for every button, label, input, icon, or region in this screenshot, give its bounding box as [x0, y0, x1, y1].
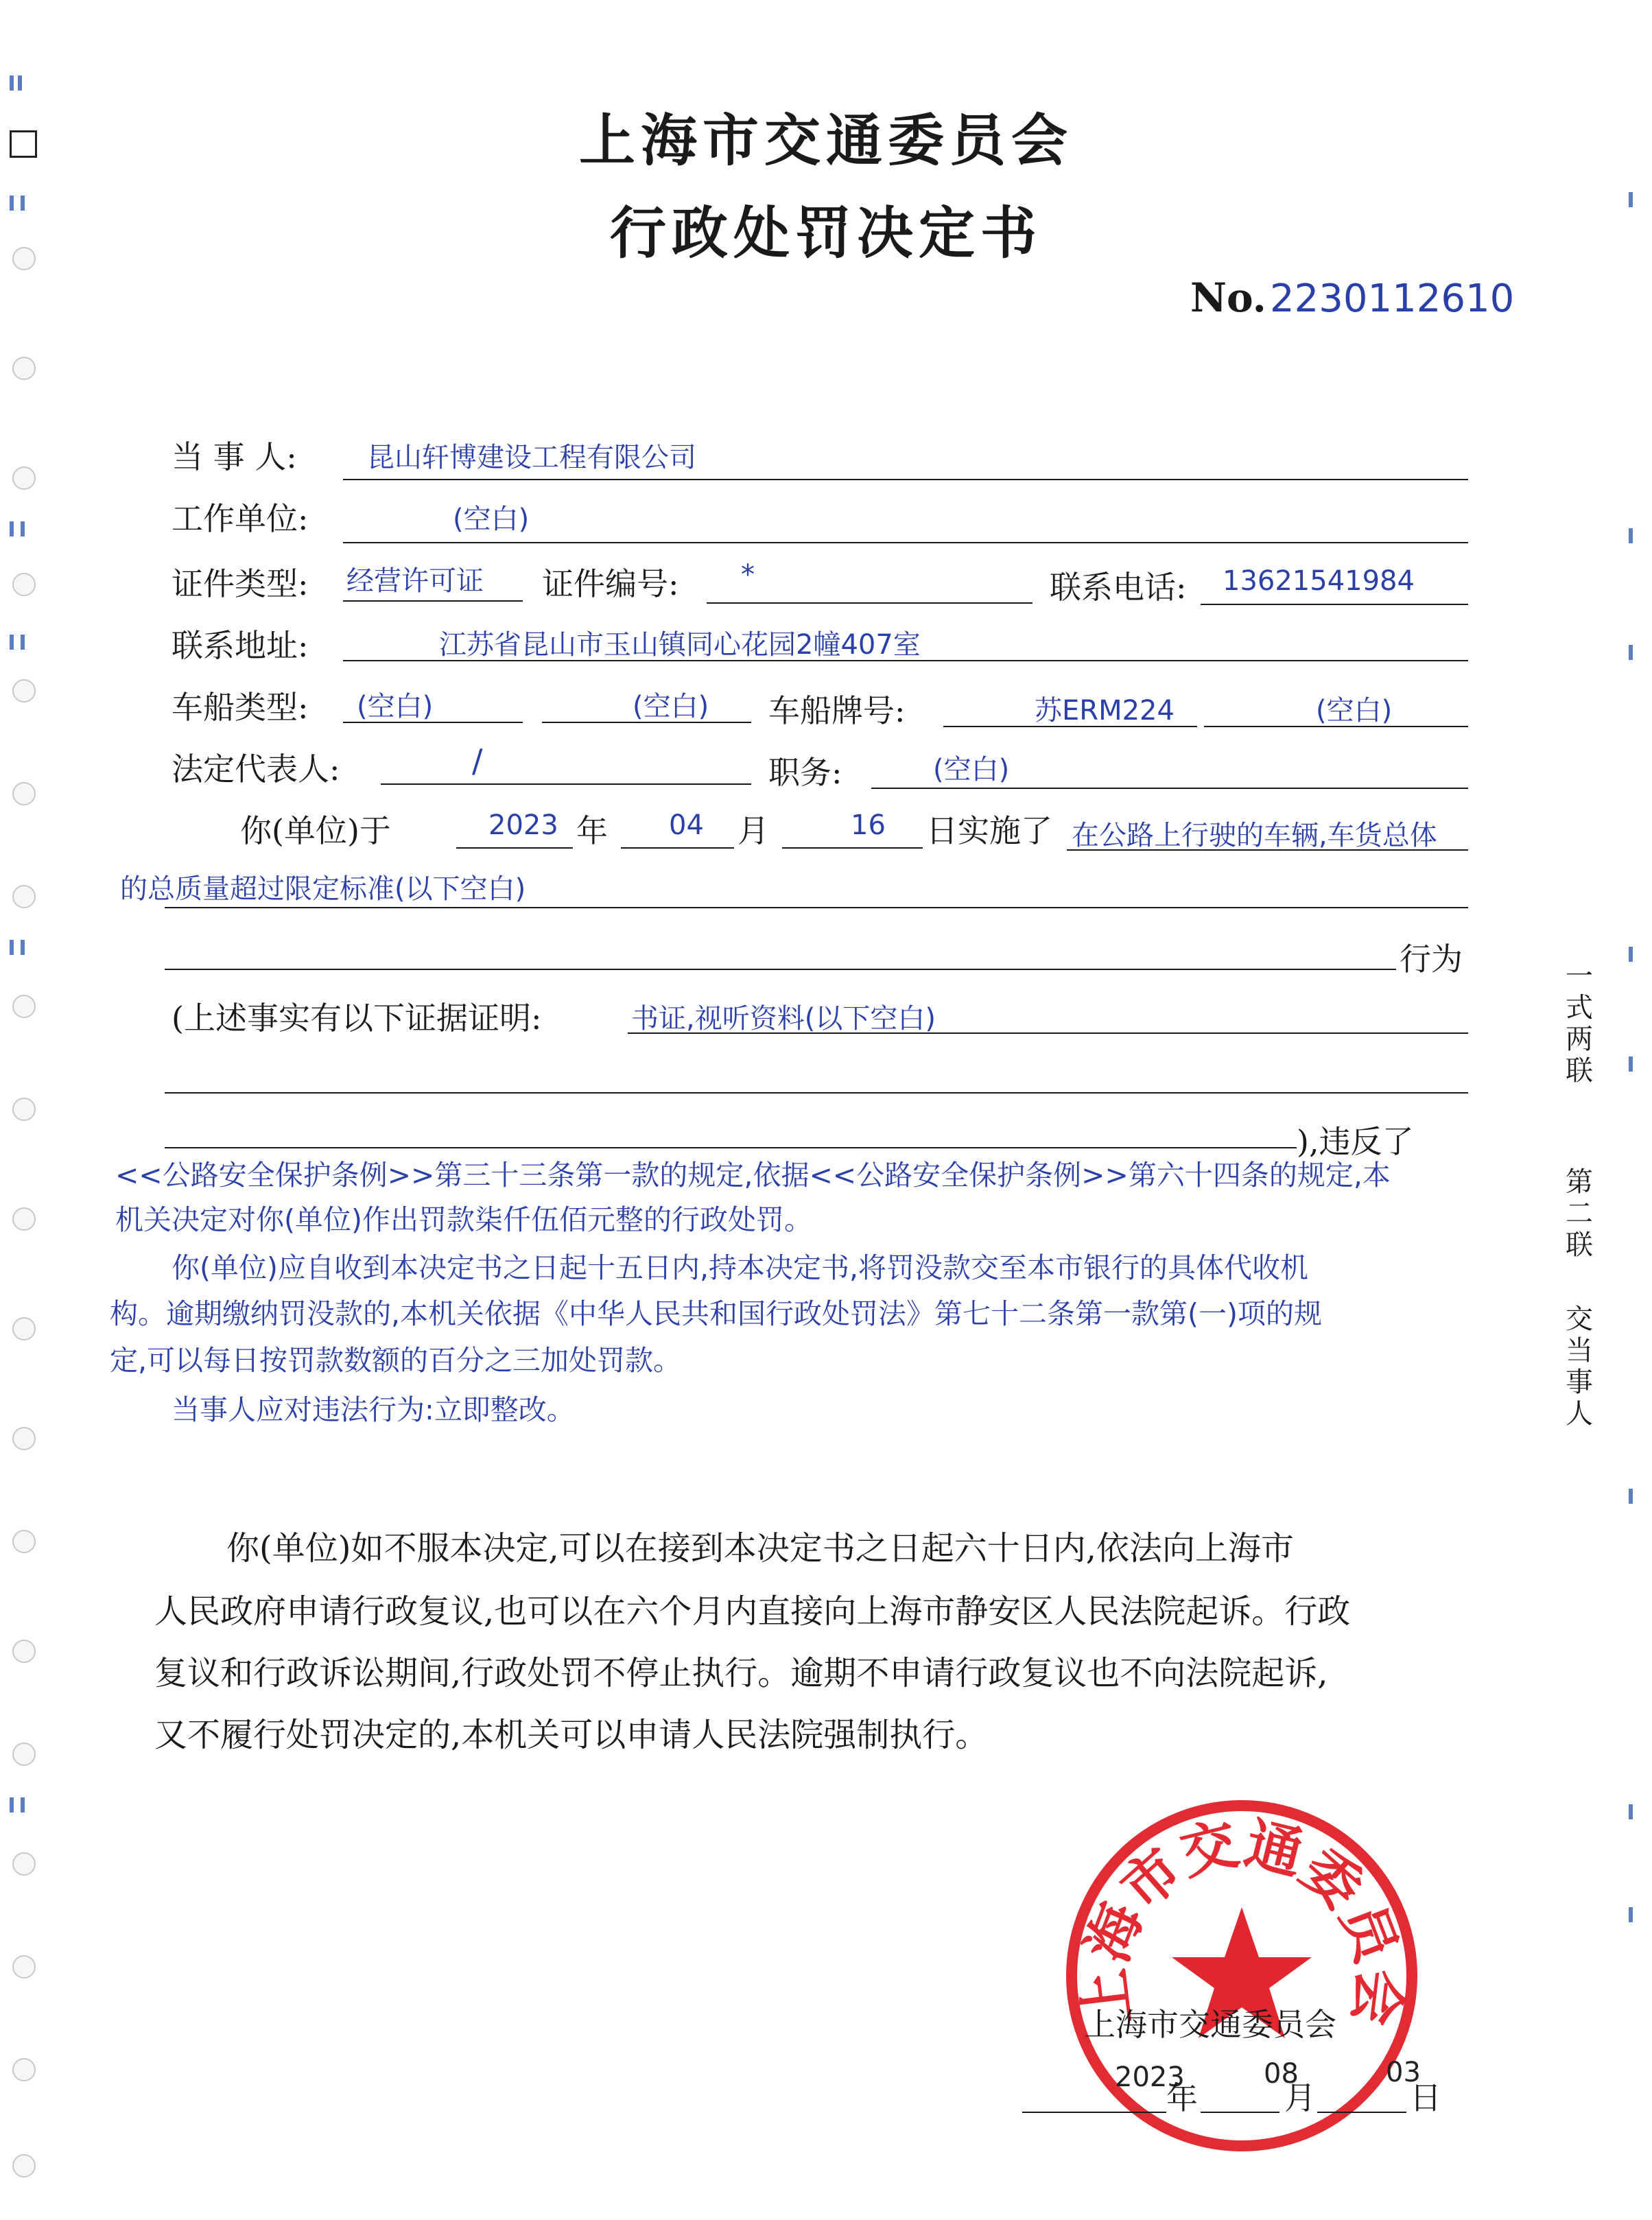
act-underline-3 — [165, 969, 1396, 970]
feed-mark — [1629, 1489, 1633, 1504]
document-title: 行政处罚决定书 — [609, 200, 1042, 266]
feed-hole — [12, 2058, 36, 2081]
party-value: 昆山轩博建设工程有限公司 — [367, 442, 696, 473]
decision-line-3: 你(单位)应自收到本决定书之日起十五日内,持本决定书,将罚没款交至本市银行的具体代收机 — [172, 1251, 1309, 1284]
legal-rep-value: / — [472, 742, 483, 779]
vehicle-type-value-1: (空白) — [357, 691, 434, 722]
phone-value: 13621541984 — [1223, 565, 1415, 597]
id-number-value: * — [741, 559, 755, 591]
feed-hole — [12, 1852, 36, 1876]
employer-value: (空白) — [453, 504, 530, 535]
feed-hole — [12, 1317, 36, 1341]
month-label: 月 — [738, 812, 769, 849]
feed-mark — [10, 635, 14, 650]
appeal-line-3: 复议和行政诉讼期间,行政处罚不停止执行。逾期不申请行政复议也不向法院起诉, — [154, 1654, 1328, 1692]
feed-hole — [12, 467, 36, 490]
side-note-part: 第二联 — [1566, 1166, 1593, 1261]
evidence-value: 书证,视听资料(以下空白) — [631, 1003, 936, 1035]
left-feed-strip — [0, 0, 41, 2220]
sign-year-underline — [1022, 2112, 1166, 2113]
number-label: No. — [1190, 274, 1266, 321]
appeal-line-1: 你(单位)如不服本决定,可以在接到本决定书之日起六十日内,依法向上海市 — [226, 1529, 1294, 1568]
feed-hole — [12, 782, 36, 805]
number-value: 2230112610 — [1269, 276, 1515, 321]
violation-month: 04 — [669, 810, 704, 841]
feed-mark — [1629, 947, 1633, 962]
violation-suffix: ),违反了 — [1297, 1123, 1414, 1160]
decision-line-1: <<公路安全保护条例>>第三十三条第一款的规定,依据<<公路安全保护条例>>第六十四条的规定,本 — [115, 1159, 1391, 1192]
feed-mark — [10, 1797, 14, 1812]
legal-rep-underline — [381, 783, 751, 785]
id-type-value: 经营许可证 — [346, 565, 484, 597]
authority-title: 上海市交通委员会 — [578, 108, 1073, 174]
side-note-recipient: 交当事人 — [1566, 1303, 1593, 1430]
vehicle-type-label: 车船类型: — [172, 689, 309, 726]
appeal-line-4: 又不履行处罚决定的,本机关可以申请人民法院强制执行。 — [154, 1716, 989, 1754]
sign-month-label: 月 — [1284, 2079, 1316, 2116]
feed-hole — [12, 1640, 36, 1663]
decision-line-4: 构。逾期缴纳罚没款的,本机关依据《中华人民共和国行政处罚法》第七十二条第一款第(一)项的规 — [110, 1297, 1323, 1330]
feed-hole — [12, 1955, 36, 1979]
feed-hole — [12, 573, 36, 596]
vehicle-type-value-2: (空白) — [633, 691, 709, 722]
violation-act-line-2: 的总质量超过限定标准(以下空白) — [120, 873, 526, 905]
plate-value-2: (空白) — [1316, 695, 1393, 727]
feed-mark — [1629, 645, 1633, 660]
plate-label: 车船牌号: — [768, 692, 906, 729]
year-underline — [456, 847, 573, 849]
party-label: 当 事 人: — [172, 438, 297, 475]
signing-authority: 上海市交通委员会 — [1084, 2006, 1336, 2043]
feed-mark — [21, 1797, 25, 1812]
violation-year: 2023 — [488, 810, 558, 841]
feed-mark — [10, 75, 14, 91]
legal-rep-label: 法定代表人: — [172, 751, 340, 788]
decision-line-2: 机关决定对你(单位)作出罚款柒仟伍佰元整的行政处罚。 — [115, 1203, 812, 1236]
employer-label: 工作单位: — [172, 500, 309, 537]
decision-line-6: 当事人应对违法行为:立即整改。 — [172, 1393, 575, 1426]
feed-mark — [1629, 1804, 1633, 1819]
violation-day: 16 — [851, 810, 886, 841]
party-underline — [343, 479, 1468, 480]
feed-mark — [1629, 528, 1633, 543]
sign-day: 03 — [1386, 2057, 1421, 2088]
year-label: 年 — [576, 812, 608, 849]
id-number-underline — [707, 602, 1032, 604]
sign-day-label: 日 — [1410, 2079, 1441, 2116]
feed-hole — [12, 1530, 36, 1553]
feed-hole — [12, 1743, 36, 1766]
document-number — [1190, 274, 1514, 321]
appeal-line-2: 人民政府申请行政复议,也可以在六个月内直接向上海市静安区人民法院起诉。行政 — [154, 1592, 1351, 1631]
evidence-label: (上述事实有以下证据证明: — [172, 1000, 542, 1037]
position-underline — [871, 788, 1468, 789]
violation-act-line-1: 在公路上行驶的车辆,车货总体 — [1072, 820, 1437, 851]
address-value: 江苏省昆山市玉山镇同心花园2幢407室 — [439, 629, 921, 661]
feed-hole — [12, 679, 36, 702]
act-suffix: 行为 — [1400, 941, 1463, 978]
month-underline — [621, 847, 734, 849]
id-number-label: 证件编号: — [542, 565, 679, 602]
sign-day-underline — [1317, 2112, 1406, 2113]
side-note-copies: 一式两联 — [1566, 960, 1593, 1087]
facts-intro: 你(单位)于 — [240, 812, 391, 849]
feed-mark — [10, 521, 14, 536]
phone-underline — [1201, 604, 1468, 605]
feed-hole — [12, 885, 36, 908]
position-value: (空白) — [933, 754, 1010, 786]
feed-mark — [10, 940, 14, 955]
employer-underline — [343, 542, 1468, 543]
id-type-label: 证件类型: — [172, 565, 309, 602]
sign-year-label: 年 — [1166, 2079, 1198, 2116]
feed-mark — [18, 75, 22, 91]
sign-month: 08 — [1264, 2058, 1299, 2090]
position-label: 职务: — [768, 754, 842, 791]
feed-hole — [12, 1098, 36, 1121]
day-underline — [782, 847, 923, 849]
feed-mark — [21, 635, 25, 650]
feed-mark — [21, 521, 25, 536]
evidence-underline-2 — [165, 1092, 1468, 1094]
feed-mark — [1629, 1907, 1633, 1922]
svg-text:上海市交通委员会: 上海市交通委员会 — [1070, 1810, 1413, 2029]
sign-year: 2023 — [1115, 2062, 1185, 2093]
feed-hole — [12, 1427, 36, 1450]
id-type-underline — [343, 600, 523, 602]
feed-mark — [21, 940, 25, 955]
feed-mark — [1629, 1056, 1633, 1072]
feed-hole — [12, 995, 36, 1018]
feed-hole — [12, 1207, 36, 1231]
feed-hole — [12, 357, 36, 380]
feed-hole — [12, 2154, 36, 2177]
violation-underline — [165, 1147, 1297, 1148]
right-feed-strip — [1619, 0, 1652, 2220]
address-label: 联系地址: — [172, 627, 309, 664]
day-label: 日实施了 — [926, 812, 1052, 849]
act-underline-2 — [165, 907, 1468, 908]
decision-line-5: 定,可以每日按罚款数额的百分之三加处罚款。 — [110, 1344, 682, 1377]
official-seal — [1060, 1794, 1424, 2158]
sign-month-underline — [1201, 2112, 1279, 2113]
plate-value-1: 苏ERM224 — [1035, 695, 1175, 727]
phone-label: 联系电话: — [1050, 569, 1187, 606]
